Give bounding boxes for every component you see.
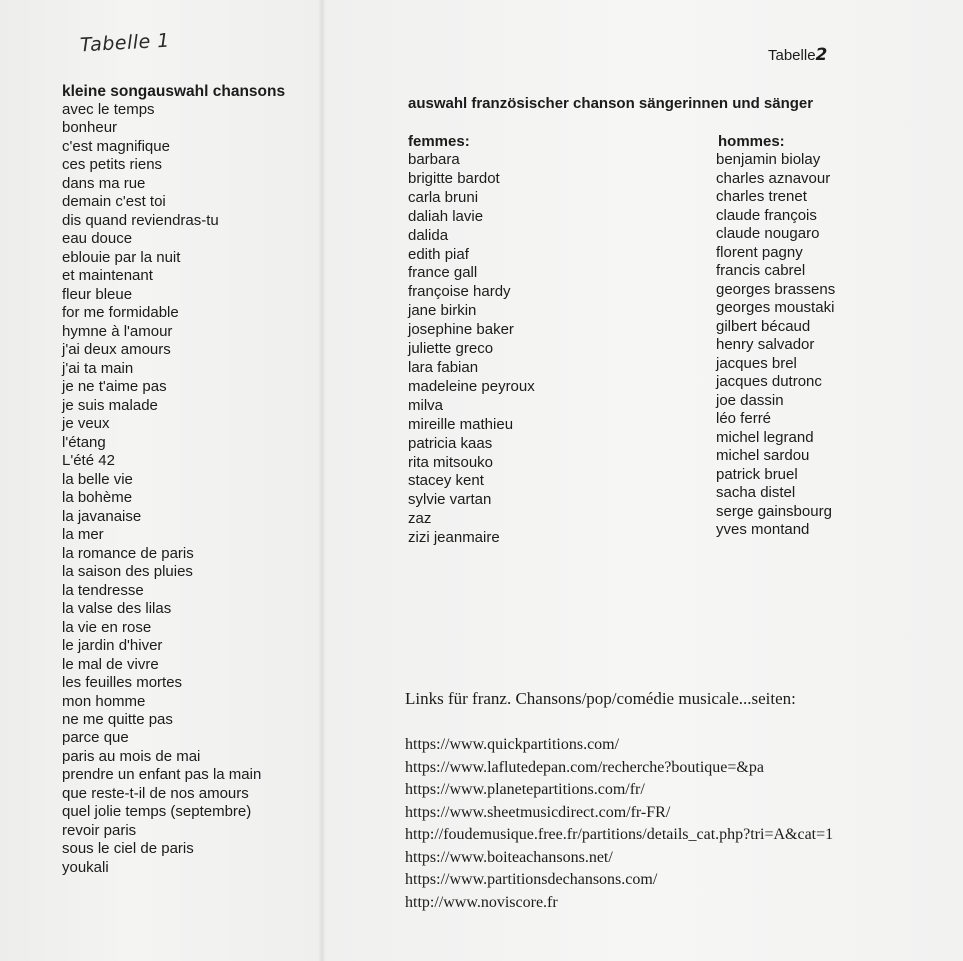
song-item: que reste-t-il de nos amours	[62, 784, 249, 802]
femme-artist-item: dalida	[408, 226, 449, 244]
song-item: bonheur	[62, 119, 118, 137]
artists-title: auswahl französischer chanson sängerinnen und sänger	[408, 95, 814, 112]
song-list	[62, 101, 261, 877]
link-item: https://www.quickpartitions.com/	[405, 736, 620, 753]
link-item: http://foudemusique.free.fr/partitions/details_cat.php?tri=A&cat=1	[405, 826, 834, 843]
homme-artist-item: francis cabrel	[716, 262, 806, 279]
song-item: la saison des pluies	[62, 563, 193, 581]
song-item: la tendresse	[62, 581, 144, 599]
homme-artist-item: benjamin biolay	[716, 151, 821, 168]
song-item: je suis malade	[62, 396, 158, 414]
table-label	[768, 45, 827, 65]
femme-artist-item: milva	[408, 396, 444, 414]
song-item: la mer	[62, 526, 104, 544]
femme-artist-item: sylvie vartan	[408, 491, 492, 509]
link-item: https://www.planetepartitions.com/fr/	[405, 781, 645, 798]
song-item: les feuilles mortes	[62, 674, 183, 692]
femme-artist-item: jane birkin	[408, 302, 477, 320]
song-item: sous le ciel de paris	[62, 840, 194, 858]
homme-artist-item: joe dassin	[716, 391, 784, 409]
song-item: fleur bleue	[62, 285, 133, 303]
femme-artist-item: mireille mathieu	[408, 415, 514, 433]
femmes-heading: femmes:	[408, 133, 470, 150]
femme-artist-item: zaz	[408, 510, 432, 528]
song-item: et maintenant	[62, 267, 153, 285]
song-item: l'étang	[62, 433, 106, 451]
femme-artist-item: juliette greco	[408, 340, 494, 358]
hommes-heading: hommes:	[718, 133, 785, 150]
femmes-list	[408, 151, 535, 548]
homme-artist-item: léo ferré	[716, 410, 772, 427]
homme-artist-item: jacques dutronc	[716, 373, 822, 390]
song-item: dans ma rue	[62, 174, 146, 192]
song-item: eblouie par la nuit	[62, 248, 181, 266]
song-item: revoir paris	[62, 821, 137, 839]
hommes-list	[716, 151, 835, 540]
song-item: demain c'est toi	[62, 193, 166, 211]
link-item: http://www.noviscore.fr	[405, 893, 558, 911]
song-item: le mal de vivre	[62, 655, 159, 673]
femme-artist-item: barbara	[408, 151, 460, 168]
homme-artist-item: gilbert bécaud	[716, 317, 811, 335]
song-item: dis quand reviendras-tu	[62, 211, 219, 229]
homme-artist-item: yves montand	[716, 521, 810, 538]
link-list	[405, 734, 833, 914]
links-heading: Links für franz. Chansons/pop/comédie musicale...seiten:	[405, 689, 796, 708]
song-item: mon homme	[62, 692, 146, 710]
song-item: je ne t'aime pas	[62, 378, 167, 396]
link-item: https://www.partitionsdechansons.com/	[405, 871, 658, 888]
homme-artist-item: claude françois	[716, 206, 817, 224]
homme-artist-item: michel legrand	[716, 428, 814, 446]
song-item: eau douce	[62, 230, 133, 248]
femme-artist-item: brigitte bardot	[408, 169, 500, 187]
song-item: la bohème	[62, 489, 133, 507]
page-fold	[318, 0, 326, 961]
song-item: L'été 42	[62, 452, 115, 470]
homme-artist-item: charles trenet	[716, 188, 807, 205]
homme-artist-item: claude nougaro	[716, 225, 820, 242]
song-item: j'ai deux amours	[62, 341, 171, 359]
song-item: j'ai ta main	[62, 359, 134, 377]
song-item: je veux	[62, 415, 110, 433]
femme-artist-item: josephine baker	[408, 321, 514, 339]
song-item: for me formidable	[62, 304, 179, 322]
homme-artist-item: sacha distel	[716, 484, 796, 501]
femme-artist-item: daliah lavie	[408, 207, 484, 225]
song-item: ces petits riens	[62, 156, 163, 174]
song-item: paris au mois de mai	[62, 747, 201, 765]
femme-artist-item: edith piaf	[408, 245, 469, 263]
homme-artist-item: georges moustaki	[716, 299, 835, 316]
femme-artist-item: madeleine peyroux	[408, 377, 535, 395]
homme-artist-item: michel sardou	[716, 447, 810, 464]
femme-artist-item: stacey kent	[408, 472, 484, 490]
song-item: la javanaise	[62, 507, 142, 525]
femme-artist-item: patricia kaas	[408, 434, 493, 452]
femme-artist-item: zizi jeanmaire	[408, 529, 500, 547]
song-item: c'est magnifique	[62, 137, 170, 155]
table-label-number: 2	[815, 45, 828, 65]
homme-artist-item: georges brassens	[716, 280, 836, 298]
song-item: hymne à l'amour	[62, 322, 173, 340]
femme-artist-item: lara fabian	[408, 358, 479, 376]
song-item: le jardin d'hiver	[62, 637, 163, 655]
song-item: la romance de paris	[62, 544, 194, 562]
homme-artist-item: florent pagny	[716, 243, 803, 261]
song-list-title: kleine songauswahl chansons	[62, 83, 286, 100]
song-item: avec le temps	[62, 101, 155, 118]
homme-artist-item: patrick bruel	[716, 465, 798, 483]
homme-artist-item: jacques brel	[716, 354, 797, 372]
song-item: youkali	[62, 858, 109, 876]
song-item: la belle vie	[62, 470, 133, 488]
homme-artist-item: charles aznavour	[716, 169, 831, 187]
song-item: ne me quitte pas	[62, 710, 173, 728]
song-item: la vie en rose	[62, 618, 152, 636]
table-label-text: Tabelle	[768, 47, 816, 64]
handwritten-table-label: Tabelle 1	[79, 29, 171, 57]
femme-artist-item: rita mitsouko	[408, 453, 494, 471]
femme-artist-item: france gall	[408, 264, 478, 282]
link-item: https://www.boiteachansons.net/	[405, 848, 613, 866]
homme-artist-item: serge gainsbourg	[716, 502, 832, 520]
song-item: quel jolie temps (septembre)	[62, 803, 252, 821]
femme-artist-item: françoise hardy	[408, 283, 511, 301]
link-item: https://www.laflutedepan.com/recherche?boutique=&pa	[405, 758, 764, 776]
song-item: la valse des lilas	[62, 600, 172, 618]
link-item: https://www.sheetmusicdirect.com/fr-FR/	[405, 803, 671, 821]
femme-artist-item: carla bruni	[408, 188, 479, 206]
song-item: prendre un enfant pas la main	[62, 766, 262, 784]
song-item: parce que	[62, 729, 129, 747]
homme-artist-item: henry salvador	[716, 336, 815, 353]
